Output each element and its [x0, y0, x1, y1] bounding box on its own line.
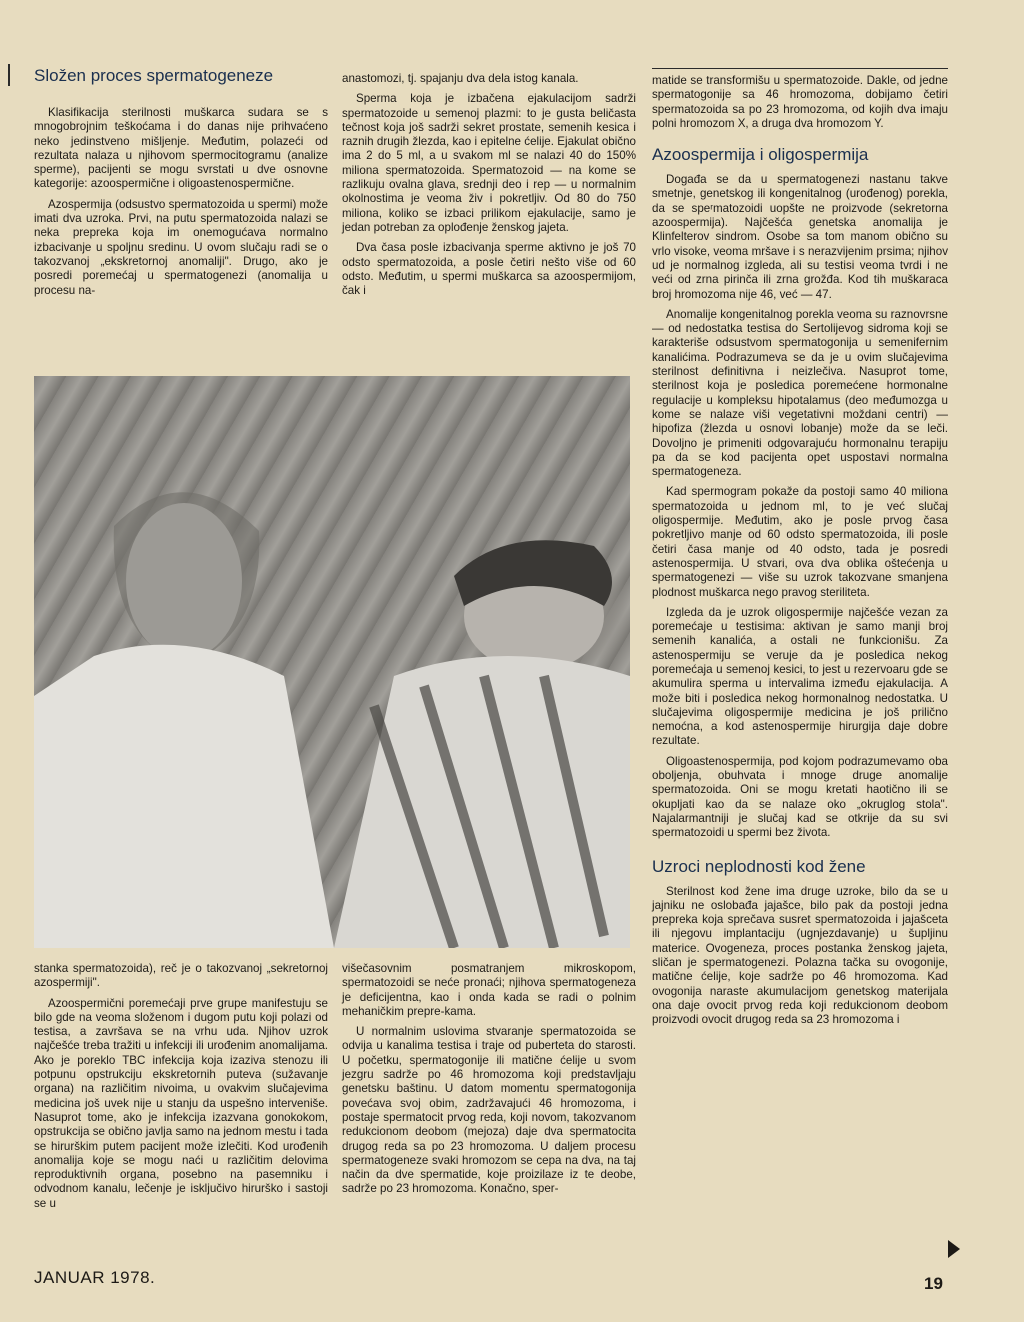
column-1-top: [34, 66, 328, 304]
column-rule: [652, 68, 948, 69]
paragraph: Izgleda da je uzrok oligospermije najčešće vezan za poremećaje u testisima: aktivan je samo manji broj semenih kanalića, a ostali ne funkcionišu. Za astenospermiju se veruje da je posledica nekog poremećaja u semenoj kesici, to jest u rezervoaru gde se akumulira sperma u intervalima između ejakulacija. A može biti i posledica nekog hormonalnog nedostatka. U slučajevima oligospermije medicina je još prilično nemoćna, a kod astenospermije hirurgija daje dobre rezultate.: [652, 605, 948, 748]
paragraph: Oligoastenospermija, pod kojom podrazumevamo oba oboljenja, obuhvata i mnoge druge anomalije spermatozoida. Oni se mogu kretati haotično ili se okupljati kao da se nalaze oko „okruglog stola". Najalarmantniji je slučaj kad se otkrije da su svi spermatozoidi u spermi bez života.: [652, 754, 948, 840]
paragraph: Azospermija (odsustvo spermatozoida u spermi) može imati dva uzroka. Prvi, na putu spermatozoida nalazi se neka prepreka koja im onemogućava normalno izbacivanje u spoljnu sredinu. U ovom slučaju radi se o takozvanoj „ekskretornoj anomaliji". Drugo, ako je posredi poremećaj u spermatogenezi (anomalija u procesu na-: [34, 197, 328, 297]
paragraph: Događa se da u spermatogenezi nastanu takve smetnje, genetskog ili kongenitalnog (urođenog) porekla, da se speʳmatozoidi uopšte ne proizvode (sekretorna azoospermija). Najčešća genetska anomalija je Klinfelterov sindrom. Osobe sa tom manom obično su vrlo visoke, veoma mršave i s nerazvijenim prsima; njihov ud je normalnog izgleda, ali su testisi veoma tvrdi i ne veći od zrna pirinča ili zrna grožđa. Kod tih muškaraca broj hromozoma nije 46, već — 47.: [652, 173, 948, 301]
margin-mark: [8, 64, 10, 86]
issue-date: JANUAR 1978.: [34, 1268, 156, 1287]
paragraph: Sperma koja je izbačena ejakulacijom sadrži spermatozoide u semenoj plazmi: to je gusta beličasta tečnost koja još sadrži sekret prostate, semenih kesica i raznih drugih žlezda, kao i epitelne ćelije. Ejakulat obično ima 2 do 5 ml, a u svakom ml se nalazi 40 do 150% miliona spermatozoida. Spermatozoid — na kome se razlikuju ovalna glava, srednji deo i rep — u normalnim okolnostima je veoma živ i pokretljiv. Od 80 do 750 miliona, koliko se izbaci prilikom ejakulacije, samo je jedan potreban za oplođenje ženskog jajeta.: [342, 92, 636, 234]
paragraph: Sterilnost kod žene ima druge uzroke, bilo da se u jajniku ne oslobađa jajašce, bilo pak da postoji jedna prepreka koja sprečava susret spermatozoida i jajašceta ili njegovu implantaciju (ugnjezdavanje) u šupljinu materice. Ovogeneza, proces postanka ženskog jajeta, sličan je spermatogenezi. Polazna tačka su ovogonije, matične ćelije, koje sadrže po 46 hromozoma. Kad ovogonija naraste akumulacijom genetskog materijala ona daje ovocit prvog reda koji redukcionom deobom proizvodi ovocit drugog reda sa 23 hromozoma i: [652, 884, 948, 1027]
page-number: 19: [924, 1274, 943, 1293]
heading-azoospermija: Azoospermija i oligospermija: [652, 145, 869, 165]
paragraph: stanka spermatozoida), reč je o takozvanoj „sekretornoj azospermiji".: [34, 962, 328, 990]
continue-arrow-icon: [948, 1240, 960, 1258]
heading-spermatogeneza: Složen proces spermatogeneze: [34, 66, 274, 85]
paragraph: Klasifikacija sterilnosti muškarca sudara se s mnogobrojnim teškoćama i do danas nije prihvaćeno neko jedinstveno mišljenje. Međutim, polazeći od rezultata nalaza u njihovom spermocitogramu (analize sperme), pacijenti se mogu svrstati u dve osnovne kategorije: azoospermične i oligoastenospermične.: [34, 106, 328, 191]
heading-uzroci-neplodnosti: Uzroci neplodnosti kod žene: [652, 856, 866, 876]
column-2-top: [342, 72, 636, 304]
paragraph: Azoospermični poremećaji prve grupe manifestuju se bilo gde na veoma složenom i dugom putu koji polazi od testisa, a završava se na vrhu uda. Njihov uzrok najčešće treba tražiti u infekciji ili urođenim anomalijama. Ako je poreklo TBC infekcija koja izaziva stenozu ili potpunu opstrukciju ekskretornih puteva (sužavanje organa) na različitim nivoima, u ovakvim slučajevima medicina još uvek nije u stanju da uspešno interveniše. Nasuprot tome, ako je infekcija izazvana gonokokom, opstrukcija se obično javlja samo na jednom mestu i tada se hirurškim putem pacijent može izlečiti. Kod urođenih anomalija koje se mogu naći u različitim delovima reproduktivnih organa, posebno na pasemniku i odvodnom kanalu, lečenje je isključivo hirurško i sastoji se u: [34, 996, 328, 1210]
paragraph: Kad spermogram pokaže da postoji samo 40 miliona spermatozoida u jednom ml, to je već slučaj oligospermije. Međutim, ako je posle prvog časa pokretljivo manje od 60 odsto spermatozoida, ili posle četiri časa manje od 40 odsto, tada je posredi astenospermija. U stvari, ova dva oblika oštećenja u spermatogenezi — više su uzrok takozvane smanjena plodnost muškarca nego pravog steriliteta.: [652, 485, 948, 599]
paragraph: matide se transformišu u spermatozoide. Dakle, od jedne spermatogonije sa 46 hromozoma, dobijamo četiri spermatozoida sa po 23 hromozoma, od kojih dva imaju polni hromozom X, a druga dva hromozom Y.: [652, 74, 948, 130]
column-2-bottom: [342, 962, 636, 1203]
paragraph: Anomalije kongenitalnog porekla veoma su raznovrsne — od nedostatka testisa do Sertolijevog sidroma koji se karakteriše odsustvom spermatogonija u semenifernim kanalićima. Podrazumeva se da je u ovim slučajevima sterilnost definitivna i neizlečiva. Nasuprot tome, sterilnost koja je posledica poremećene hormonalne regulacije u kompleksu hipotalamus (deo međumozga u kome se nalaze viši vegetativni moždani centri) — hipofiza (žlezda u osnovi lobanje) može da se leči. Dovoljno je primeniti odgovarajuću hormonalnu terapiju pa da se kod pacijenta opet uspostavi normalna spermatogeneza.: [652, 307, 948, 479]
paragraph: višečasovnim posmatranjem mikroskopom, spermatozoidi se neće pronaći; njihova spermatogeneza je deficijentna, kao i onda kada se radi o polnim mehaničkim prepre-kama.: [342, 962, 636, 1018]
paragraph: anastomozi, tj. spajanju dva dela istog kanala.: [342, 72, 579, 85]
column-3: [652, 74, 948, 1034]
paragraph: U normalnim uslovima stvaranje spermatozoida se odvija u kanalima testisa i traje od puberteta do starosti. U početku, spermatogonije ili matične ćelije u svom jezgru sadrže po 46 hromozoma koji predstavljaju genetsku baštinu. U datom momentu spermatogonija povećava svoj obim, zadržavajući 46 hromozoma, i postaje spermatocit prvog reda, koji novom, takozvanom redukcionom deobom (mejoza) daje dva spermatocita drugog reda sa po 23 hromozoma. U daljem procesu spermatogeneze svaki hromozom se cepa na dva, na taj način da dve spermatide, koje proizilaze iz te deobe, sadrže po 23 hromozoma. Konačno, sper-: [342, 1025, 636, 1196]
column-1-bottom: [34, 962, 328, 1217]
photo-illustration: [34, 376, 630, 948]
photo-couple-in-bed: [34, 376, 630, 948]
paragraph: Dva časa posle izbacivanja sperme aktivno je još 70 odsto spermatozoida, a posle četiri nešto više od 60 odsto. Međutim, u spermi muškarca sa azoospermijom, čak i: [342, 241, 636, 298]
